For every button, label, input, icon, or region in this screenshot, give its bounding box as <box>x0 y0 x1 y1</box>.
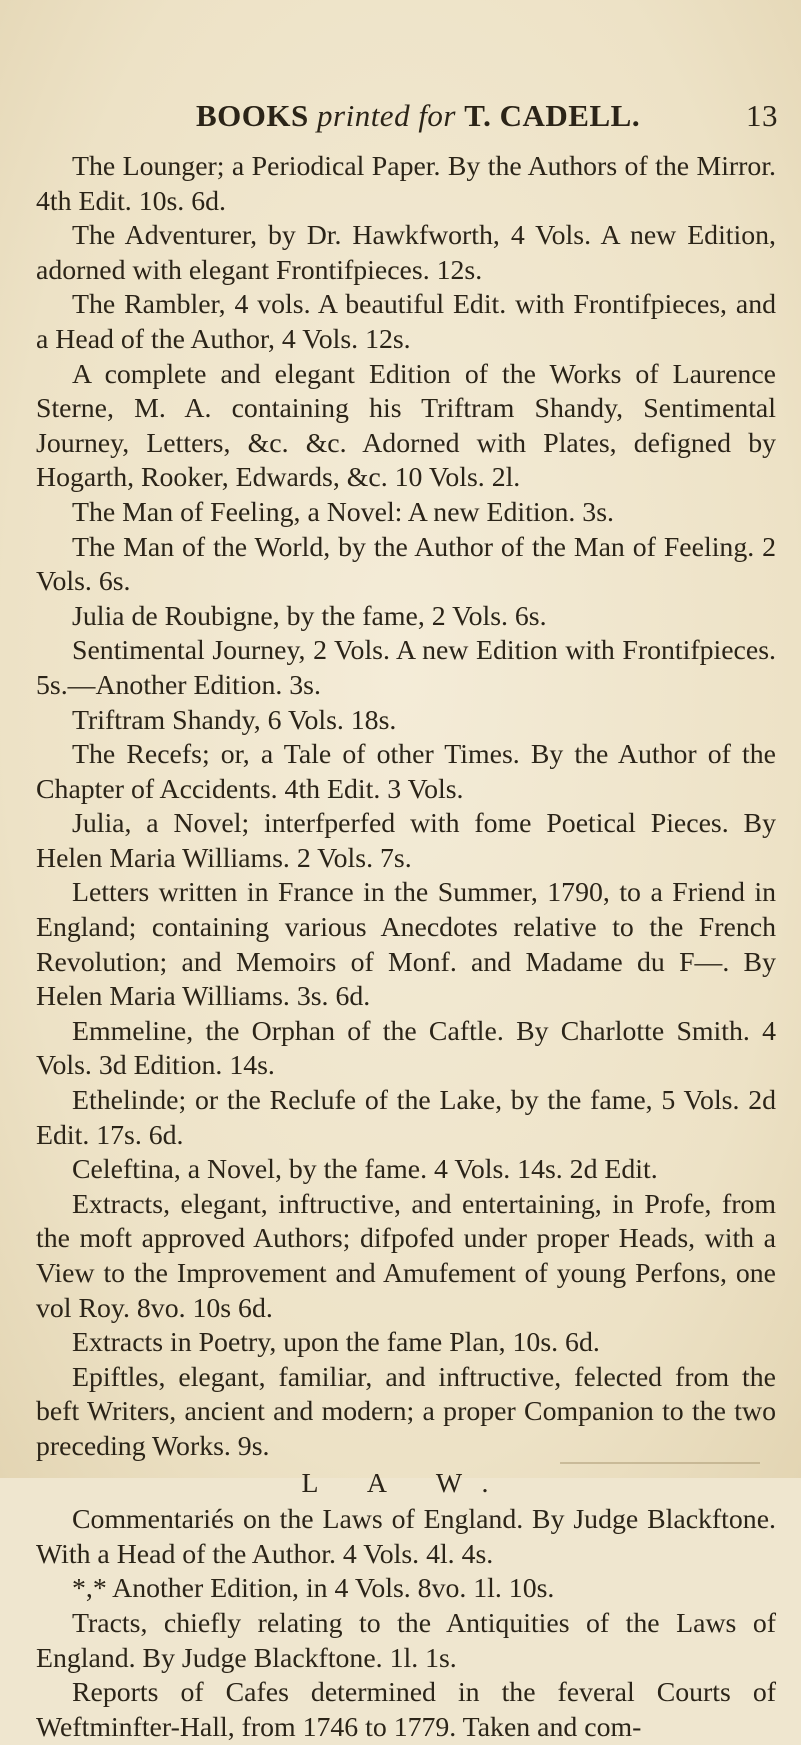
list-item: Celeftina, a Novel, by the fame. 4 Vols. 14s. 2d Edit. <box>72 1154 658 1186</box>
list-item: Extracts in Poetry, upon the fame Plan, 10s. 6d. <box>72 1327 600 1359</box>
list-item: Reports of Cafes determined in the feveral Courts of Weftminfter-Hall, from 1746 to 1779. Taken and com- <box>36 1677 776 1743</box>
header-books: BOOKS <box>196 98 309 133</box>
list-item: A complete and elegant Edition of the Works of Laurence Sterne, M. A. containing his Triftram Shandy, Sentimental Journey, Letters, &c. &c. Adorned with Plates, defigned by Hogarth, Rooker, Edwards, &c. 10 Vols. 2l. <box>36 358 776 494</box>
list-item: Emmeline, the Orphan of the Caftle. By Charlotte Smith. 4 Vols. 3d Edition. 14s. <box>36 1015 776 1082</box>
list-item: *,* Another Edition, in 4 Vols. 8vo. 1l. 10s. <box>72 1573 555 1605</box>
list-item: Triftram Shandy, 6 Vols. 18s. <box>72 704 397 736</box>
running-header <box>196 98 778 142</box>
list-item: The Recefs; or, a Tale of other Times. By the Author of the Chapter of Accidents. 4th Edit. 3 Vols. <box>36 739 776 805</box>
page-number: 13 <box>746 98 778 133</box>
list-item: Letters written in France in the Summer, 1790, to a Friend in England; containing various Anecdotes relative to the French Revolution; and Memoirs of Monf. and Madame du F—. By Helen Maria Williams. 3s. 6d. <box>36 877 776 1013</box>
law-entries-list <box>36 1503 776 1745</box>
list-item: The Man of the World, by the Author of the Man of Feeling. 2 Vols. 6s. <box>36 531 776 598</box>
header-printed-for: printed for <box>317 98 456 133</box>
list-item: Julia de Roubigne, by the fame, 2 Vols. 6s. <box>72 600 547 632</box>
list-item: The Lounger; a Periodical Paper. By the Authors of the Mirror. 4th Edit. 10s. 6d. <box>36 151 776 217</box>
section-heading-law: L A W. <box>301 1467 511 1499</box>
list-item: The Man of Feeling, a Novel: A new Edition. 3s. <box>72 496 614 528</box>
list-item: The Adventurer, by Dr. Hawkfworth, 4 Vols. A new Edition, adorned with elegant Frontifpieces. 12s. <box>36 220 776 286</box>
header-publisher: T. CADELL. <box>464 98 641 133</box>
entries-list <box>36 150 776 1465</box>
list-item: Julia, a Novel; interfperfed with fome Poetical Pieces. By Helen Maria Williams. 2 Vols. 7s. <box>36 808 776 874</box>
list-item: Sentimental Journey, 2 Vols. A new Edition with Frontifpieces. 5s.—Another Edition. 3s. <box>36 635 776 701</box>
list-item: Commentariés on the Laws of England. By Judge Blackftone. With a Head of the Author. 4 Vols. 4l. 4s. <box>36 1504 776 1570</box>
list-item: Extracts, elegant, inftructive, and entertaining, in Profe, from the moft approved Authors; difpofed under proper Heads, with a View to the Improvement and Amufement of young Perfons, one vol Roy. 8vo. 10s 6d. <box>36 1188 776 1324</box>
list-item: The Rambler, 4 vols. A beautiful Edit. with Frontifpieces, and a Head of the Author, 4 Vols. 12s. <box>36 289 776 355</box>
list-item: Tracts, chiefly relating to the Antiquities of the Laws of England. By Judge Blackftone. 1l. 1s. <box>36 1607 776 1674</box>
page-edge-mark <box>560 1462 760 1464</box>
catalogue-body <box>36 150 776 1745</box>
list-item: Epiftles, elegant, familiar, and inftructive, felected from the beft Writers, ancient and modern; a proper Companion to the two preceding Works. 9s. <box>36 1361 776 1462</box>
list-item: Ethelinde; or the Reclufe of the Lake, by the fame, 5 Vols. 2d Edit. 17s. 6d. <box>36 1085 776 1151</box>
